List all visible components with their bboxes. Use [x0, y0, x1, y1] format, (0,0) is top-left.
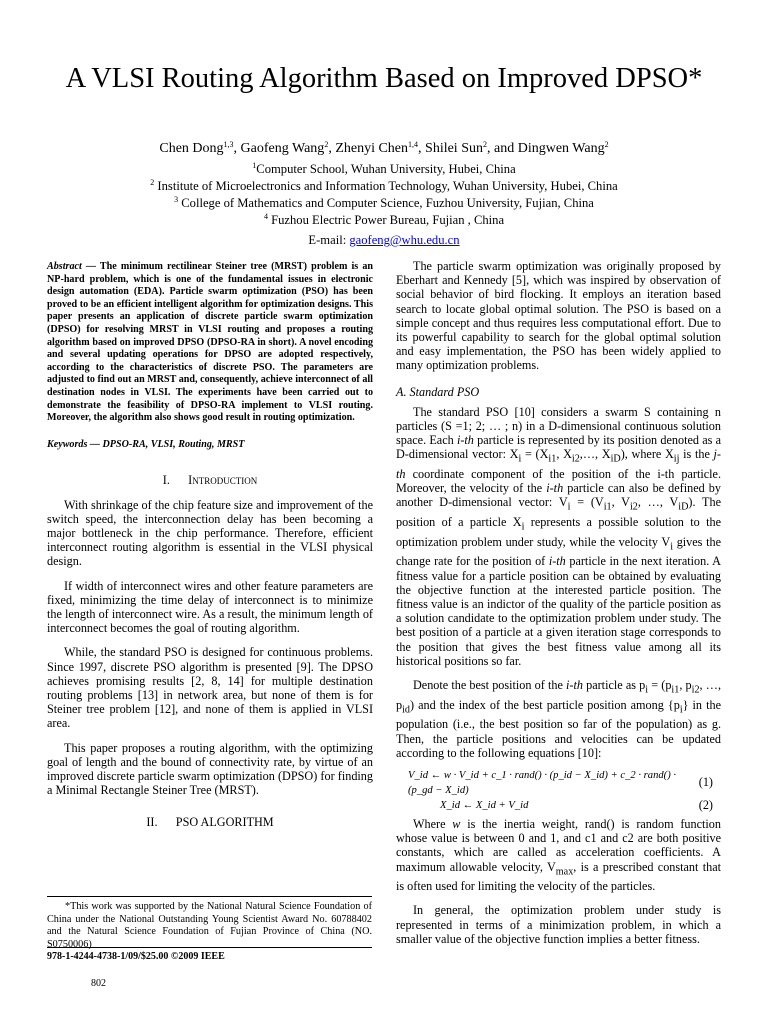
abstract-lead: Abstract: [47, 261, 82, 272]
author-name: Zhenyi Chen: [335, 141, 409, 156]
author-name: Chen Dong: [159, 141, 224, 156]
affiliation: [40, 212, 728, 228]
affiliation-mark: 2: [150, 178, 155, 187]
paragraph: While, the standard PSO is designed for continuous problems. Since 1997, discrete PSO algorithm is presented [9]. The DPSO achieves promising results [2, 8, 14] for multiple destination routing problems [13] in network area, but none of them is for Steiner tree problem [12], and none of them is applied in VLSI area.: [47, 645, 373, 731]
funding-footnote: *This work was supported by the National Natural Science Foundation of China under the National Outstanding Young Scientist Award No. 60788402 and the Natural Science Foundation of Fujian Province of China (NO. S0750006): [47, 901, 372, 950]
section-title: PSO ALGORITHM: [175, 815, 274, 830]
section-heading-pso: [47, 815, 373, 829]
author-separator: ,: [233, 141, 241, 156]
equation-number: (2): [698, 797, 713, 812]
section-title-initial: I: [188, 473, 193, 488]
right-column: [396, 259, 721, 946]
author-separator: , and: [487, 141, 518, 156]
equation-expression: X_id ← X_id + V_id: [440, 799, 529, 811]
author-separator: ,: [418, 141, 426, 156]
equation-number: (1): [698, 775, 713, 790]
author-affiliation-mark: 2: [483, 140, 487, 149]
affiliation-text: Institute of Microelectronics and Information Technology, Wuhan University, Hubei, China: [154, 179, 618, 193]
paragraph: In general, the optimization problem under study is represented in terms of a minimization problem, in which a smaller value of the objective function implies a better fitness.: [396, 903, 721, 946]
author-affiliation-mark: 1,3: [223, 140, 234, 149]
email-link[interactable]: gaofeng@whu.edu.cn: [349, 233, 460, 247]
affiliation: [40, 195, 728, 211]
paragraph: This paper proposes a routing algorithm, with the optimizing goal of length and the bound of connectivity rate, by virtue of an improved discrete particle swarm optimization (DPSO) for finding a Minimal Rectangle Steiner Tree (MRST).: [47, 740, 373, 798]
author-affiliation-mark: 2: [324, 140, 329, 149]
email-label: E-mail:: [308, 233, 350, 247]
affiliation-mark: 1: [252, 161, 257, 170]
abstract-text: — The minimum rectilinear Steiner tree (MRST) problem is an NP-hard problem, which is one of the fundamental issues in electronic design automation (EDA). Particle swarm optimization (PSO) has been proved to be an efficient intelligent algorithm for optimization designs. This paper presents an application of discrete particle swarm optimization (DPSO) for resolving MRST in VLSI routing and proposes a routing algorithm based on improved DPSO (DPSO-RA in short). A novel encoding and several updating operations for DPSO are adopted respectively, according to the characteristics of discrete PSO. The parameters are adjusted to find out an MRST and, consequently, achieve interconnect of all destination nodes in VLSI. The experiments have been carried out to demonstrate the feasibility of DPSO-RA implement to VLSI routing. Moreover, the algorithm also shows good result in routing optimization.: [47, 261, 373, 424]
paragraph: With shrinkage of the chip feature size and improvement of the switch speed, the interconnection delay has been becoming a major bottleneck in the chip performance. Therefore, efficient interconnect routing algorithm is essential in the VLSI physical design.: [47, 497, 373, 569]
paragraph: Where w is the inertia weight, rand() is random function whose value is between 0 and 1, and c1 and c2 are both positive constants, which are called as acceleration coefficients. A maximum allowable velocity, $V_{max}$, is a prescribed constant that is often used for limiting the velocity of the particles.: [396, 816, 721, 894]
author-name: Gaofeng Wang: [240, 141, 325, 156]
isbn-line: 978-1-4244-4738-1/09/$25.00 ©2009 IEEE: [47, 951, 225, 962]
equation-2: [396, 798, 721, 813]
affiliation-text: Fuzhou Electric Power Bureau, Fujian , China: [267, 213, 505, 227]
equation-expression: V_id ← w · V_id + c_1 · rand() · (p_id − X_id) + c_2 · rand() · (p_gd − X_id): [408, 769, 677, 796]
section-number: II.: [146, 815, 158, 830]
section-title-rest: ntroduction: [192, 473, 258, 488]
section-number: I.: [162, 473, 170, 488]
affiliation-mark: 4: [263, 212, 268, 221]
page-number: 802: [91, 978, 106, 989]
author-name: Shilei Sun: [425, 141, 483, 156]
keywords: Keywords — DPSO-RA, VLSI, Routing, MRST: [47, 438, 245, 450]
affiliation: [40, 161, 728, 177]
affiliation: [40, 178, 728, 194]
paragraph: The particle swarm optimization was originally proposed by Eberhart and Kennedy [5], which was inspired by observation of social behavior of bird flocking. It employs an iteration based search to locate global optimal solution. The PSO is based on a simple concept and thus requires less computational effort. Due to its powerful capability to search for the global optimal solution and easy implementation, the PSO has been widely applied to many optimization problems.: [396, 259, 721, 373]
paragraph: The standard PSO [10] considers a swarm S containing n particles (S =1; 2; … ; n) in a D-dimensional continuous solution space. Each i-th particle is represented by its position denoted as a D-dimensional vector: $X_i = (X_{i1}$, $X_{i2},\dots$, $X_{iD}$), where $X_{ij}$ is the j-th coordinate component of the position of the i-th particle. Moreover, the velocity of the i-th particle can also be defined by another D-dimensional vector: $V_i = (V_{i1}$, $V_{i2}$, …, $V_{iD}$). The position of a particle $X_i$ represents a possible solution to the optimization problem under study, while the velocity $V_i$ gives the change rate for the position of i-th particle in the next iteration. A fitness value for a particle position can be obtained by evaluating the objective function at the interested particle position. The fitness value is an indictor of the quality of the particle position as a solution candidate to the optimization problem under study. The best position of a particle at a given iteration stage corresponds to the position that gives the best fitness value among all its historical positions so far.: [396, 404, 721, 668]
section-heading-introduction: [47, 473, 373, 487]
author-affiliation-mark: 2: [604, 140, 609, 149]
paragraph: Denote the best position of the i-th particle as $p_i = (p_{i1}$, $p_{i2}$, …, $p_{id}$) and the index of the best particle position among $\{p_i\}$ in the population (i.e., the best position so far of the population) as g. Then, the particle positions and velocities can be updated according to the following equations [10]:: [396, 678, 721, 760]
affiliation-text: Computer School, Wuhan University, Hubei, China: [256, 162, 516, 176]
paper-title: A VLSI Routing Algorithm Based on Improved DPSO*: [65, 63, 703, 94]
isbn-divider: [47, 947, 372, 948]
author-affiliation-mark: 1,4: [408, 140, 419, 149]
author-list: [40, 140, 728, 158]
subsection-heading-standard-pso: A. Standard PSO: [396, 384, 480, 399]
equation-1: [396, 768, 721, 798]
affiliation-text: College of Mathematics and Computer Science, Fuzhou University, Fujian, China: [178, 196, 594, 210]
author-separator: ,: [328, 141, 336, 156]
left-column: [47, 261, 373, 840]
paragraph: If width of interconnect wires and other feature parameters are fixed, minimizing the time delay of interconnect is to minimize the length of interconnect wire. As a result, the minimum length of interconnect becomes the goal of routing algorithm.: [47, 578, 373, 636]
affiliation-mark: 3: [174, 195, 179, 204]
author-name: Dingwen Wang: [517, 141, 605, 156]
footnote-divider: [47, 896, 372, 897]
email-line: [40, 232, 728, 248]
abstract: [47, 261, 373, 425]
